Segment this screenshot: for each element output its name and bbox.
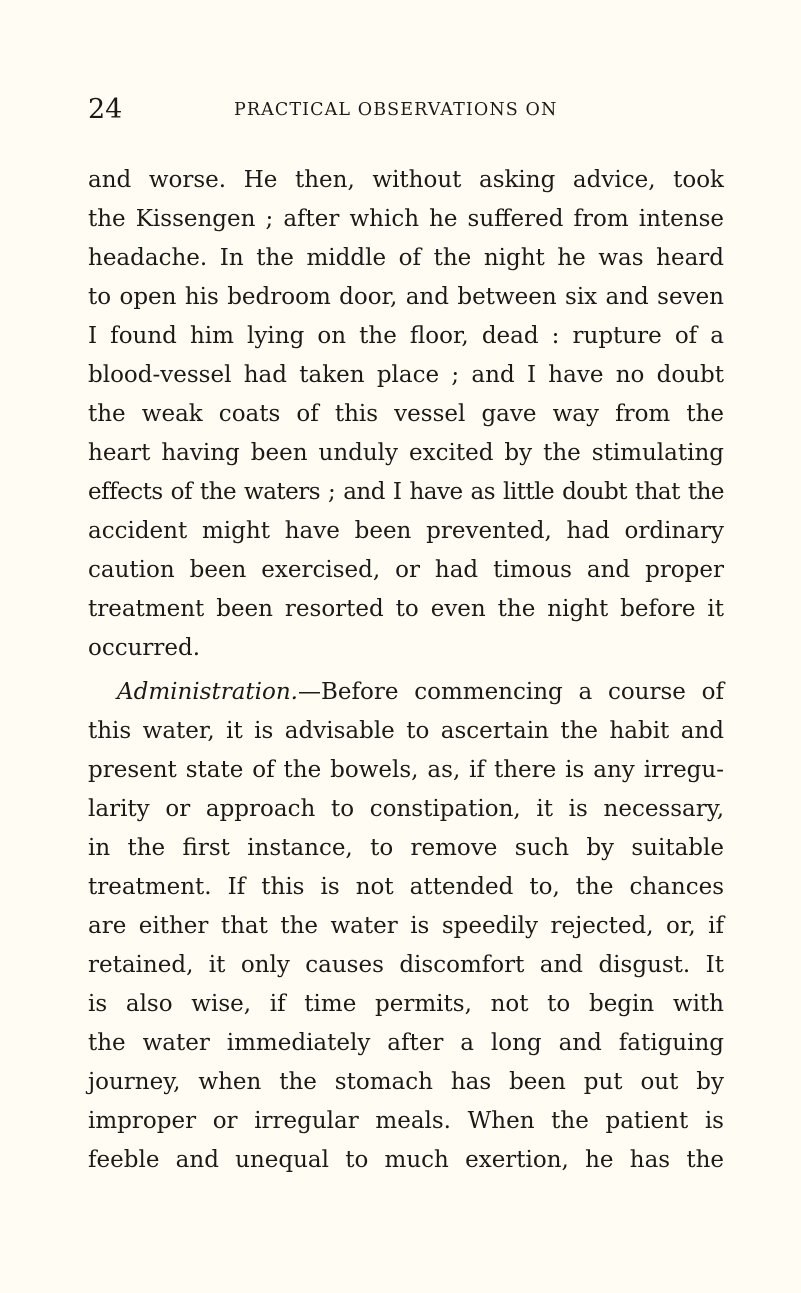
page-header	[88, 95, 724, 125]
running-title: PRACTICAL OBSERVATIONS ON	[234, 100, 558, 120]
text-line: blood-vessel had taken place ; and I have no doubt	[88, 362, 724, 388]
text-line: improper or irregular meals. When the patient is	[88, 1108, 724, 1134]
text-line: is also wise, if time permits, not to begin with	[88, 991, 724, 1017]
page-number: 24	[88, 94, 123, 125]
text-line: present state of the bowels, as, if there is any irregu-	[88, 757, 724, 783]
text-line: treatment been resorted to even the night before it	[88, 596, 724, 622]
text-line: caution been exercised, or had timous and proper	[88, 557, 724, 583]
text-line: retained, it only causes discomfort and disgust. It	[88, 952, 724, 978]
text-line: the Kissengen ; after which he suffered from intense	[88, 206, 724, 232]
text-line: are either that the water is speedily rejected, or, if	[88, 913, 724, 939]
text-line: this water, it is advisable to ascertain the habit and	[88, 718, 724, 744]
section-opening-text: —Before commencing a course of	[298, 679, 724, 705]
text-line: treatment. If this is not attended to, the chances	[88, 874, 724, 900]
text-line: I found him lying on the floor, dead : rupture of a	[88, 323, 724, 349]
text-line: accident might have been prevented, had ordinary	[88, 518, 724, 544]
text-line: headache. In the middle of the night he was heard	[88, 245, 724, 271]
text-line: heart having been unduly excited by the stimulating	[88, 440, 724, 466]
section-heading: Administration.	[117, 679, 298, 705]
text-line: the weak coats of this vessel gave way from the	[88, 401, 724, 427]
text-line: the water immediately after a long and fatiguing	[88, 1030, 724, 1056]
text-line: feeble and unequal to much exertion, he has the	[88, 1147, 724, 1173]
section-first-line	[117, 678, 724, 706]
text-line: to open his bedroom door, and between six and seven	[88, 284, 724, 310]
text-line: in the first instance, to remove such by suitable	[88, 835, 724, 861]
text-line: larity or approach to constipation, it is necessary,	[88, 796, 724, 822]
text-line: and worse. He then, without asking advice, took	[88, 167, 724, 193]
text-line: effects of the waters ; and I have as little doubt that the	[88, 479, 724, 505]
text-line: occurred.	[88, 635, 201, 661]
text-line: journey, when the stomach has been put out by	[88, 1069, 724, 1095]
